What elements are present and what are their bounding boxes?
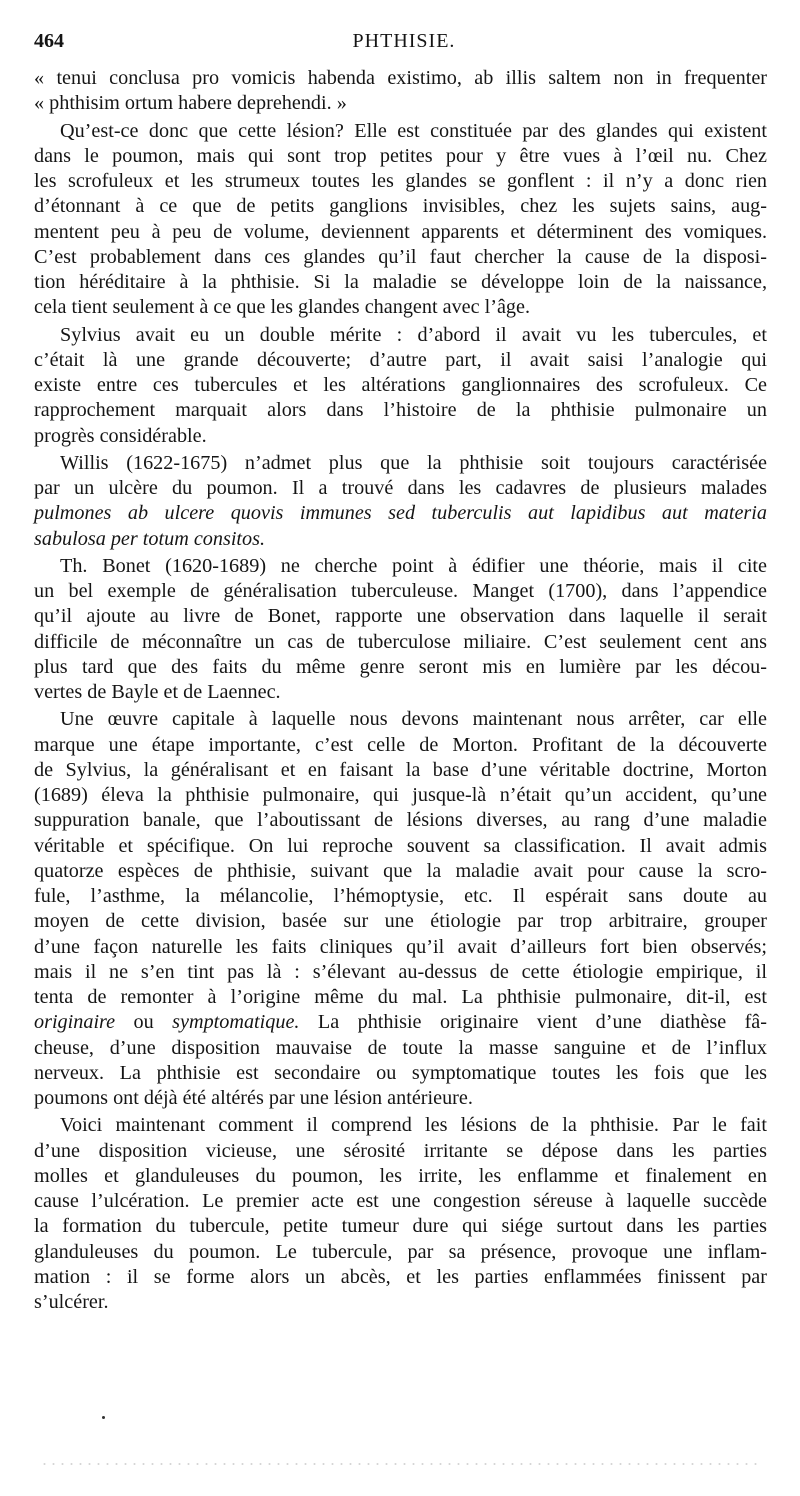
text-line: molles et glanduleuses du poumon, les irrite, les enflamme et finalement en <box>34 1164 767 1187</box>
text-line: la formation du tubercule, petite tumeur dure qui siége surtout dans les parties <box>34 1215 767 1238</box>
text-line: véritable et spécifique. On lui reproche souvent sa classification. Il avait admis <box>34 834 767 857</box>
text-line: par un ulcère du poumon. Il a trouvé dans les cadavres de plusieurs malades <box>34 477 767 499</box>
text-line: difficile de méconnaître un cas de tuberculose miliaire. C’est seulement cent ans <box>34 630 767 653</box>
page-number: 464 <box>34 30 64 52</box>
text-line: « tenui conclusa pro vomicis habenda existimo, ab illis saltem non in frequenter <box>34 67 767 89</box>
text-line: mentent peu à peu de volume, deviennent apparents et déterminent des vomiques. <box>34 220 767 243</box>
scan-noise <box>40 1461 760 1467</box>
text-line: les scrofuleux et les strumeux toutes les glandes se gonflent : il n’y a donc rien <box>34 170 767 192</box>
text-line: de Sylvius, la généralisant et en faisant la base d’une véritable doctrine, Morton <box>34 758 767 781</box>
text-line: Une œuvre capitale à laquelle nous devons maintenant nous arrêter, car elle <box>60 708 767 731</box>
italic-term: symptomatique. <box>172 1011 300 1034</box>
paragraph-bonet <box>34 554 767 706</box>
latin-quote-line: sabulosa per totum consitos. <box>34 527 266 550</box>
paragraph-quote-end <box>34 66 767 117</box>
text-line: plus tard que des faits du même genre seront mis en lumière par les décou- <box>34 655 767 678</box>
text-line: d’une façon naturelle les faits cliniques qu’il avait d’ailleurs fort bien observés; <box>34 935 767 958</box>
text-line: progrès considérable. <box>34 424 207 447</box>
text-line: tion héréditaire à la phthisie. Si la maladie se développe loin de la naissance, <box>34 271 767 293</box>
text-line: marque une étape importante, c’est celle de Morton. Profitant de la découverte <box>34 733 767 756</box>
running-head <box>34 30 774 60</box>
text-line: c’était là une grande découverte; d’autre part, il avait saisi l’analogie qui <box>34 348 767 371</box>
text-line: Sylvius avait eu un double mérite : d’abord il avait vu les tubercules, et <box>60 323 767 346</box>
text-line: poumons ont déjà été altérés par une lésion antérieure. <box>34 1087 473 1109</box>
text-line: glanduleuses du poumon. Le tubercule, par sa présence, provoque une inflam- <box>34 1240 767 1263</box>
text-line: dans le poumon, mais qui sont trop petites pour y être vues à l’œil nu. Chez <box>34 144 767 167</box>
text-line: d’étonnant à ce que de petits ganglions invisibles, chez les sujets sains, aug- <box>34 195 767 218</box>
text-line: existe entre ces tubercules et les altérations ganglionnaires des scrofuleux. Ce <box>34 374 767 396</box>
paragraph-sylvius <box>34 323 767 449</box>
text-line: moyen de cette division, basée sur une étiologie par trop arbitraire, grouper <box>34 910 767 933</box>
paragraph-willis <box>34 451 767 552</box>
text-line: Qu’est-ce donc que cette lésion? Elle est constituée par des glandes qui existent <box>60 119 767 142</box>
text-body <box>34 66 767 1315</box>
text-line: Th. Bonet (1620-1689) ne cherche point à édifier une théorie, mais il cite <box>60 554 767 577</box>
text-line: qu’il ajoute au livre de Bonet, rapporte une observation dans laquelle il serait <box>34 605 767 628</box>
text-line: s’ulcérer. <box>34 1291 109 1313</box>
text-line: mation : il se forme alors un abcès, et les parties enflammées finissent par <box>34 1265 767 1288</box>
text-line: mais il ne s’en tint pas là : s’élevant au-dessus de cette étiologie empirique, il <box>34 960 767 983</box>
ink-speck <box>102 1416 105 1419</box>
text-line: Voici maintenant comment il comprend les lésions de la phthisie. Par le fait <box>60 1114 767 1137</box>
paragraph-lesion <box>34 119 767 321</box>
text-line: fule, l’asthme, la mélancolie, l’hémoptysie, etc. Il espérait sans doute au <box>34 885 767 907</box>
mixed-style-line <box>34 1010 767 1035</box>
text-line: Willis (1622-1675) n’admet plus que la phthisie soit toujours caractérisée <box>60 451 767 474</box>
running-title: PHTHISIE. <box>352 30 456 52</box>
text-line: vertes de Bayle et de Laennec. <box>34 681 281 703</box>
text-line: d’une disposition vicieuse, une sérosité irritante se dépose dans les parties <box>34 1139 767 1162</box>
text-line: rapprochement marquait alors dans l’histoire de la phthisie pulmonaire un <box>34 399 767 422</box>
paragraph-lesions <box>34 1113 767 1315</box>
text-line: un bel exemple de généralisation tuberculeuse. Manget (1700), dans l’appendice <box>34 580 767 602</box>
text-line: cause l’ulcération. Le premier acte est une congestion séreuse à laquelle succède <box>34 1190 767 1212</box>
text-line: cheuse, d’une disposition mauvaise de toute la masse sanguine et de l’influx <box>34 1036 767 1059</box>
italic-term: originaire <box>34 1011 116 1034</box>
text-line: tenta de remonter à l’origine même du mal. La phthisie pulmonaire, dit-il, est <box>34 986 767 1008</box>
text-line: C’est probablement dans ces glandes qu’il faut chercher la cause de la disposi- <box>34 245 767 268</box>
paragraph-morton <box>34 707 767 1111</box>
text-line: cela tient seulement à ce que les glandes changent avec l’âge. <box>34 296 531 319</box>
text-line: nerveux. La phthisie est secondaire ou symptomatique toutes les fois que les <box>34 1061 767 1084</box>
text-line: « phthisim ortum habere deprehendi. » <box>34 92 347 115</box>
text-line: (1689) éleva la phthisie pulmonaire, qui jusque-là n’était qu’un accident, qu’une <box>34 784 767 806</box>
line-rest-text: La phthisie originaire vient d’une diathèse fâ- <box>299 1011 767 1034</box>
connector-text: ou <box>115 1011 173 1034</box>
text-line: quatorze espèces de phthisie, suivant que la maladie avait pour cause la scro- <box>34 859 767 882</box>
latin-quote-line: pulmones ab ulcere quovis immunes sed tuberculis aut lapidibus aut materia <box>34 502 767 525</box>
text-line: suppuration banale, que l’aboutissant de lésions diverses, au rang d’une maladie <box>34 809 767 832</box>
